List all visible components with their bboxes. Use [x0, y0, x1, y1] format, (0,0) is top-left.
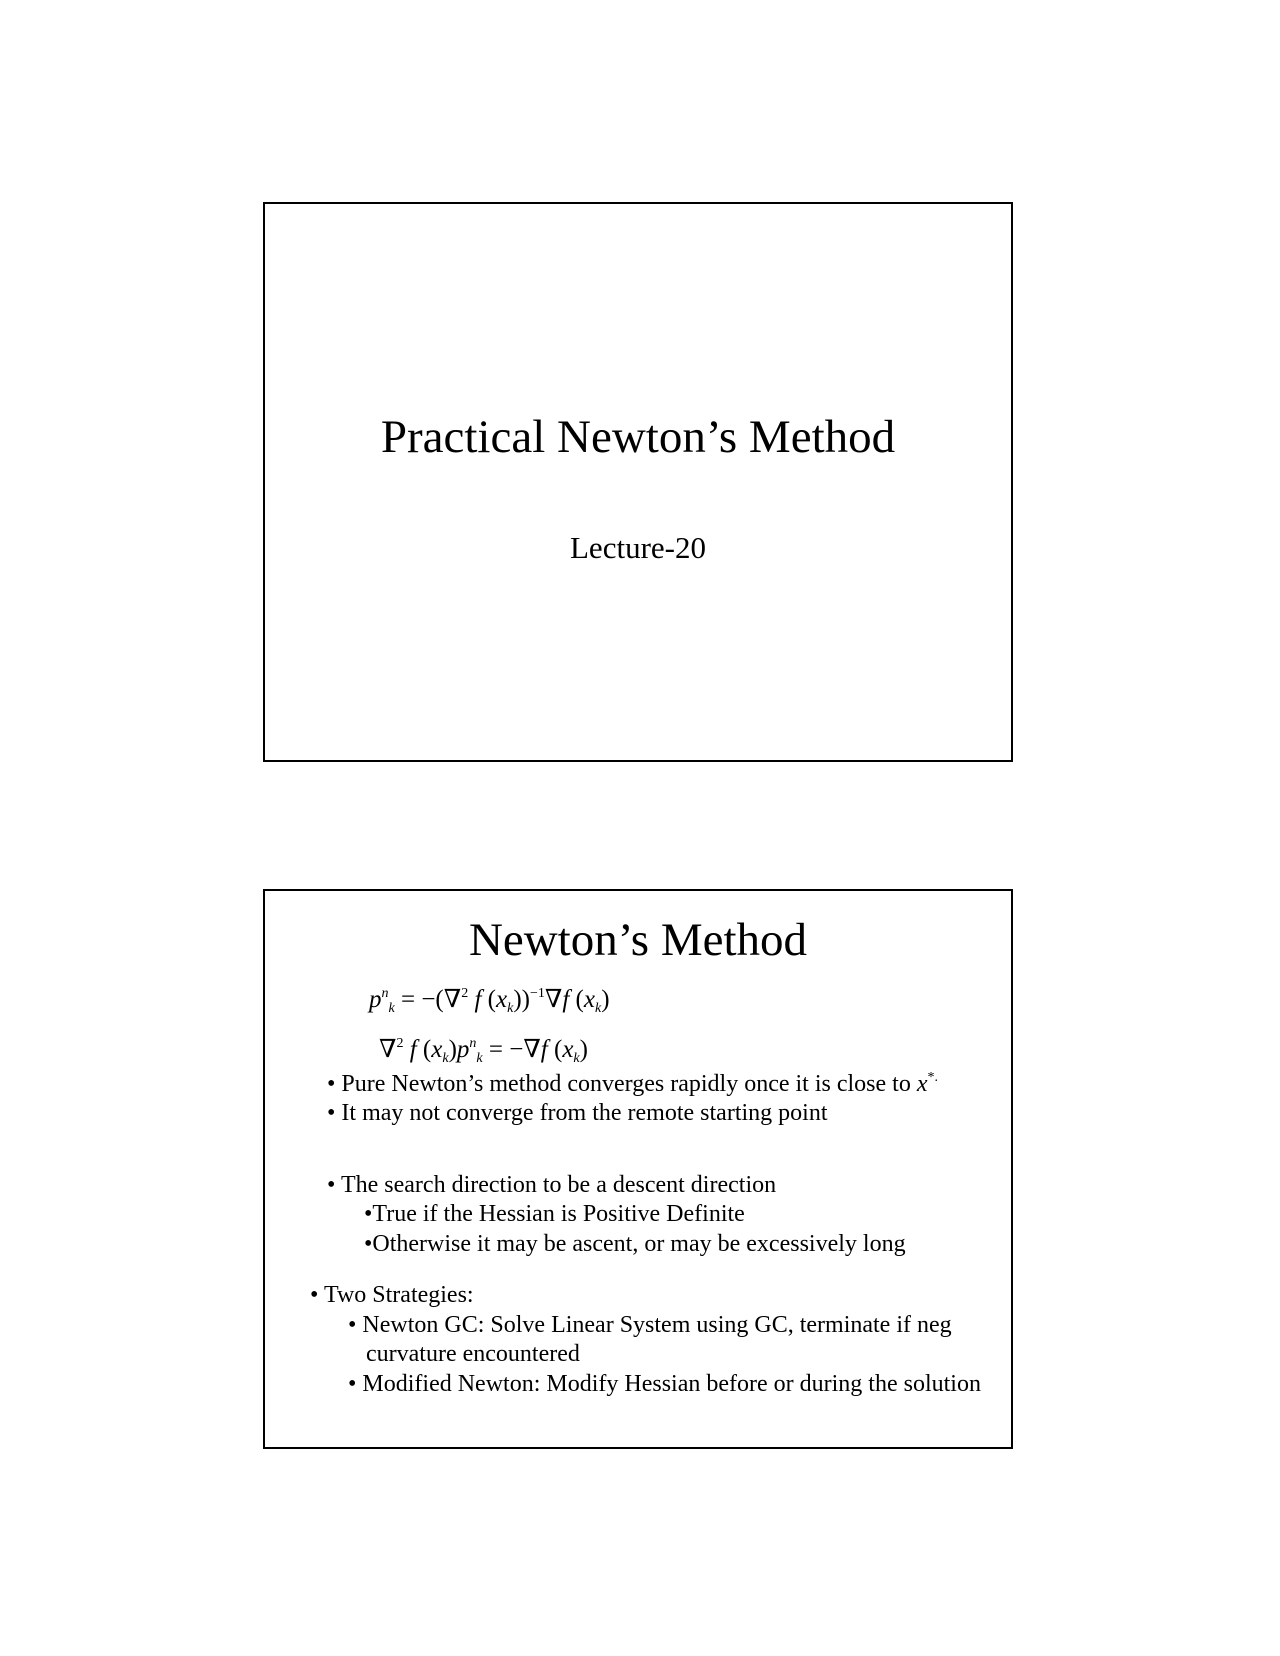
slide-2: [263, 889, 1013, 1449]
slide-1-title: Practical Newton’s Method: [380, 411, 896, 463]
x-star-symbol: x*.: [916, 1070, 938, 1097]
slide-1-subtitle: Lecture-20: [570, 530, 706, 565]
bullet-may-not-converge: • It may not converge from the remote starting point: [327, 1100, 828, 1126]
bullet-newton-gc-continued: curvature encountered: [366, 1341, 580, 1367]
bullet-two-strategies: • Two Strategies:: [310, 1282, 474, 1308]
newton-step-equation: $p^n_k = -(\nabla^2$ f $(x_k))^{-1}\nabla f$ $(x_k)$: [369, 986, 610, 1016]
slide-2-title: Newton’s Method: [468, 914, 808, 966]
bullet-positive-definite: •True if the Hessian is Positive Definite: [364, 1201, 745, 1227]
bullet-newton-gc: • Newton GC: Solve Linear System using GC, terminate if neg: [348, 1312, 952, 1338]
newton-system-equation: ∇$^2$ f $(x_k)p^n_k = -\nabla f$ $(x_k)$: [379, 1036, 588, 1066]
slide-1: [263, 202, 1013, 762]
bullet-modified-newton: • Modified Newton: Modify Hessian before or during the solution: [348, 1371, 981, 1397]
bullet-otherwise-ascent: •Otherwise it may be ascent, or may be excessively long: [364, 1231, 906, 1257]
bullet-search-direction: • The search direction to be a descent direction: [327, 1172, 777, 1198]
bullet-pure-newton: • Pure Newton’s method converges rapidly once it is close to x*.: [327, 1070, 938, 1097]
